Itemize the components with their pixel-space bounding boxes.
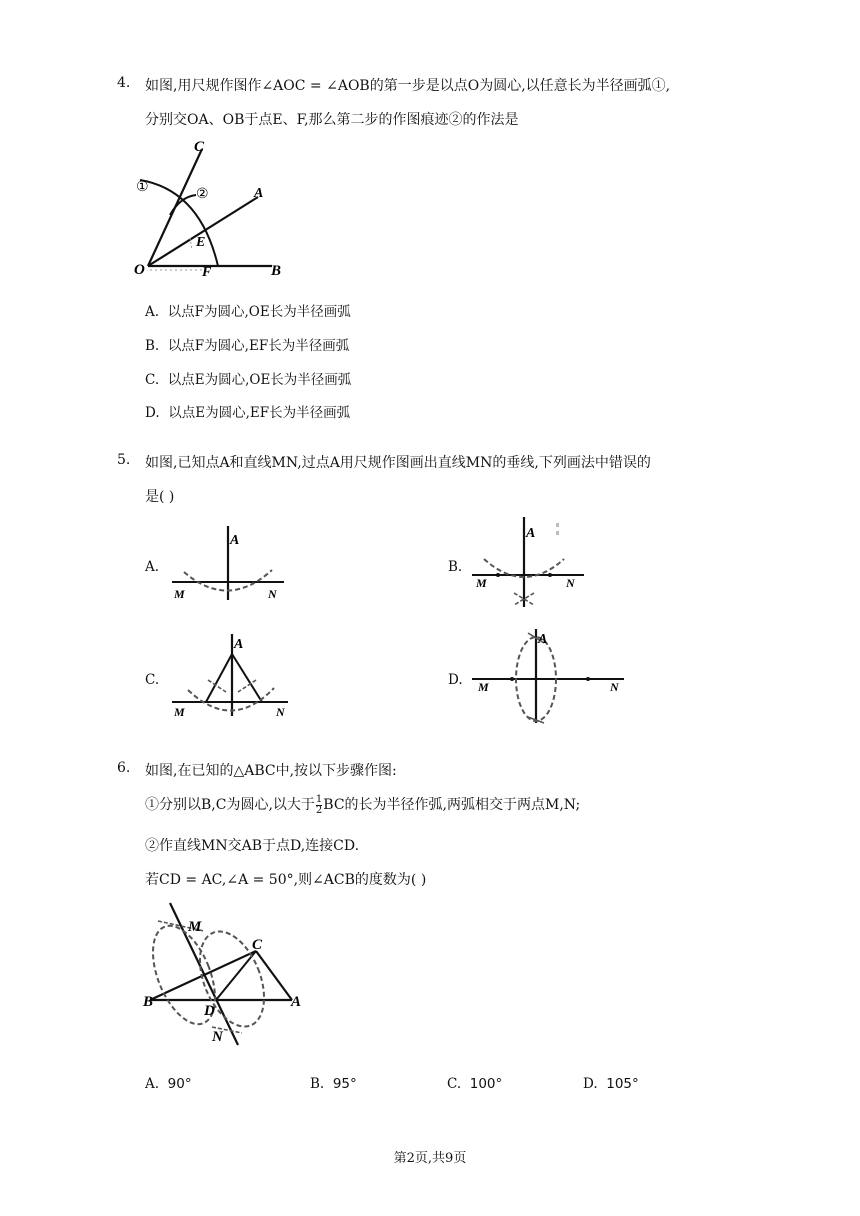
q6-step1-pre: ①分别以B,C为圆心,以大于	[145, 797, 315, 813]
q6-label-A: A	[291, 994, 302, 1010]
q6-option-b-letter: B.	[310, 1076, 325, 1092]
q6-label-C: C	[252, 937, 263, 953]
q4-label-A: A	[254, 186, 264, 201]
q4-option-b[interactable]	[145, 334, 349, 354]
q5c-label-A: A	[234, 637, 244, 652]
question-4-stem-line2: 分别交OA、OB于点E、F,那么第二步的作图痕迹②的作法是	[145, 112, 519, 128]
q5-option-d-figure	[468, 625, 628, 725]
q5a-label-A: A	[230, 533, 240, 548]
page-footer: 第2页,共9页	[393, 1151, 467, 1166]
question-4-number: 4.	[117, 75, 131, 91]
q6-label-D: D	[204, 1003, 215, 1019]
question-6-step2: ②作直线MN交AB于点D,连接CD.	[145, 838, 360, 854]
q4-option-c-text: 以点E为圆心,OE长为半径画弧	[167, 372, 352, 388]
q5d-label-N: N	[610, 680, 619, 694]
q6-option-b-text: 95°	[332, 1076, 357, 1092]
q5-option-b-letter[interactable]: B.	[448, 559, 463, 575]
q6-frac-den: 2	[315, 804, 323, 816]
q5-option-c-letter[interactable]: C.	[145, 672, 160, 688]
question-5-stem-line2: 是( )	[145, 489, 175, 505]
q5-option-c-figure	[168, 632, 298, 722]
q5c-label-M: M	[174, 705, 185, 719]
q5b-label-M: M	[476, 576, 487, 590]
q6-option-d-text: 105°	[606, 1076, 639, 1092]
q6-option-c-text: 100°	[469, 1076, 503, 1092]
q4-label-C: C	[194, 139, 205, 155]
q5d-label-M: M	[478, 680, 489, 694]
question-5-stem-line1: 如图,已知点A和直线MN,过点A用尺规作图画出直线MN的垂线,下列画法中错误的	[145, 455, 651, 471]
q6-option-a-letter: A.	[145, 1076, 160, 1092]
q5a-label-N: N	[268, 587, 277, 601]
question-4-stem-line1: 如图,用尺规作图作∠AOC = ∠AOB的第一步是以点O为圆心,以任意长为半径画弧①,	[145, 78, 671, 94]
question-6-step1	[145, 794, 580, 816]
q4-option-b-text: 以点F为圆心,EF长为半径画弧	[167, 338, 350, 354]
q6-option-c[interactable]	[447, 1076, 502, 1092]
q6-option-a[interactable]	[145, 1076, 192, 1092]
q6-step1-post: BC的长为半径作弧,两弧相交于两点M,N;	[323, 797, 581, 813]
q4-option-d[interactable]	[145, 401, 350, 421]
q4-option-a-letter: A.	[145, 304, 160, 320]
q6-option-a-text: 90°	[167, 1076, 192, 1092]
q5b-label-N: N	[566, 576, 575, 590]
q5a-label-M: M	[174, 587, 185, 601]
q4-option-c-letter: C.	[145, 372, 160, 388]
q4-label-arc1: ①	[136, 180, 149, 195]
q5c-label-N: N	[276, 705, 285, 719]
q6-label-M: M	[188, 919, 202, 935]
q6-option-b[interactable]	[310, 1076, 357, 1092]
q6-frac-num: 1	[315, 793, 323, 805]
q4-label-B: B	[271, 263, 282, 279]
question-6-number: 6.	[117, 760, 131, 776]
q6-option-d[interactable]	[583, 1076, 639, 1092]
question-4-figure	[130, 135, 290, 285]
q5b-label-A: A	[526, 526, 536, 541]
q6-option-c-letter: C.	[447, 1076, 462, 1092]
question-6-stem-line1: 如图,在已知的△ABC中,按以下步骤作图:	[145, 763, 397, 779]
q6-option-d-letter: D.	[583, 1076, 598, 1092]
q4-option-c[interactable]	[145, 368, 351, 388]
q6-label-N: N	[212, 1029, 223, 1045]
question-6-condition: 若CD = AC,∠A = 50°,则∠ACB的度数为( )	[145, 872, 427, 888]
q6-fraction	[316, 795, 322, 816]
q4-option-d-letter: D.	[145, 405, 160, 421]
question-5-number: 5.	[117, 452, 131, 468]
q5-option-b-figure	[468, 515, 598, 610]
q5d-label-A: A	[538, 632, 548, 647]
q5-option-d-letter[interactable]: D.	[448, 672, 463, 688]
q4-label-arc2: ②	[196, 187, 209, 202]
q4-label-F: F	[202, 265, 212, 280]
q4-label-E: E	[196, 235, 206, 250]
q4-option-a[interactable]	[145, 300, 351, 320]
q5-option-a-letter[interactable]: A.	[145, 559, 160, 575]
q4-option-b-letter: B.	[145, 338, 160, 354]
q4-option-a-text: 以点F为圆心,OE长为半径画弧	[167, 304, 351, 320]
q4-label-O: O	[134, 262, 145, 278]
question-6-figure	[140, 903, 310, 1048]
q6-label-B: B	[143, 994, 154, 1010]
q4-option-d-text: 以点E为圆心,EF长为半径画弧	[168, 405, 351, 421]
q5-option-a-figure	[168, 520, 298, 605]
